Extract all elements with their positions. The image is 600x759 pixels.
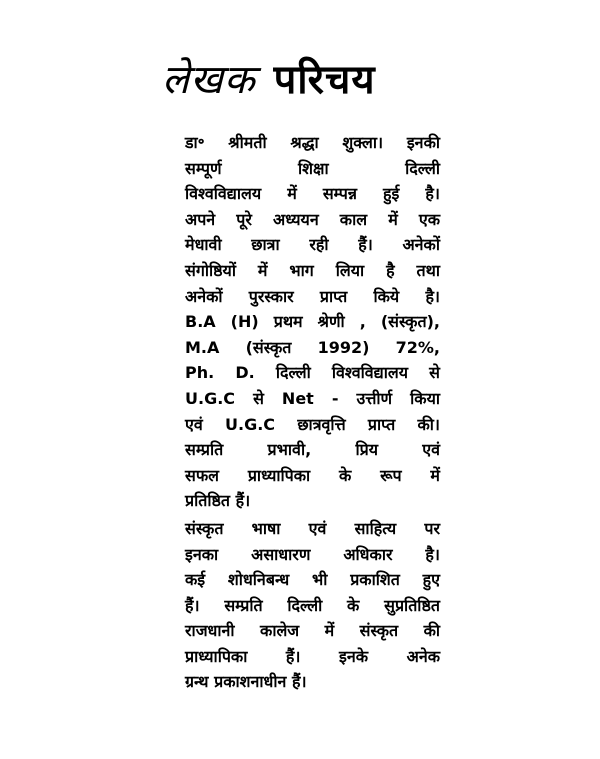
bio-line: डा॰ श्रीमती श्रद्धा शुक्ला। इनकी xyxy=(185,133,440,152)
bio-line: M.A (संस्कृत 1992) 72%, xyxy=(185,337,440,357)
bio-line: कई शोधनिबन्ध भी प्रकाशित हुए xyxy=(185,570,440,590)
bio-line: सम्प्रति प्रभावी, प्रिय एवं xyxy=(185,440,440,460)
bio-line: प्रतिष्ठित हैं। xyxy=(185,491,251,511)
bio-line: प्राध्यापिका हैं। इनके अनेक xyxy=(185,646,440,666)
title-word-parichay: परिचय xyxy=(273,57,376,103)
bio-line: Ph. D. दिल्ली विश्वविद्यालय से xyxy=(185,363,440,383)
bio-line: संगोष्ठियों में भाग लिया है तथा xyxy=(185,260,440,280)
bio-line: अनेकों पुरस्कार प्राप्त किये है। xyxy=(185,286,440,306)
bio-line: मेधावी छात्रा रही हैं। अनेकों xyxy=(185,235,440,255)
bio-line: सफल प्राध्यापिका के रूप में xyxy=(185,465,440,485)
bio-line: ग्रन्थ प्रकाशनाधीन हैं। xyxy=(185,672,307,692)
bio-line: विश्वविद्यालय में सम्पन्न हुई है। xyxy=(185,184,440,204)
bio-line: राजधानी कालेज में संस्कृत की xyxy=(185,621,440,641)
bio-line: इनका असाधारण अधिकार है। xyxy=(185,544,440,564)
bio-line: एवं U.G.C छात्रवृत्ति प्राप्त की। xyxy=(185,414,440,434)
bio-line: U.G.C से Net - उत्तीर्ण किया xyxy=(185,388,440,408)
page-title xyxy=(162,46,452,106)
bio-line: हैं। सम्प्रति दिल्ली के सुप्रतिष्ठित xyxy=(185,595,440,615)
bio-line: B.A (H) प्रथम श्रेणी , (संस्कृत), xyxy=(185,312,440,332)
bio-line: सम्पूर्ण शिक्षा दिल्ली xyxy=(185,158,440,178)
bio-line: संस्कृत भाषा एवं साहित्य पर xyxy=(185,518,440,538)
bio-line: अपने पूरे अध्ययन काल में एक xyxy=(185,209,440,229)
author-bio xyxy=(185,130,440,695)
title-word-lekhak: लेखक xyxy=(162,57,256,103)
